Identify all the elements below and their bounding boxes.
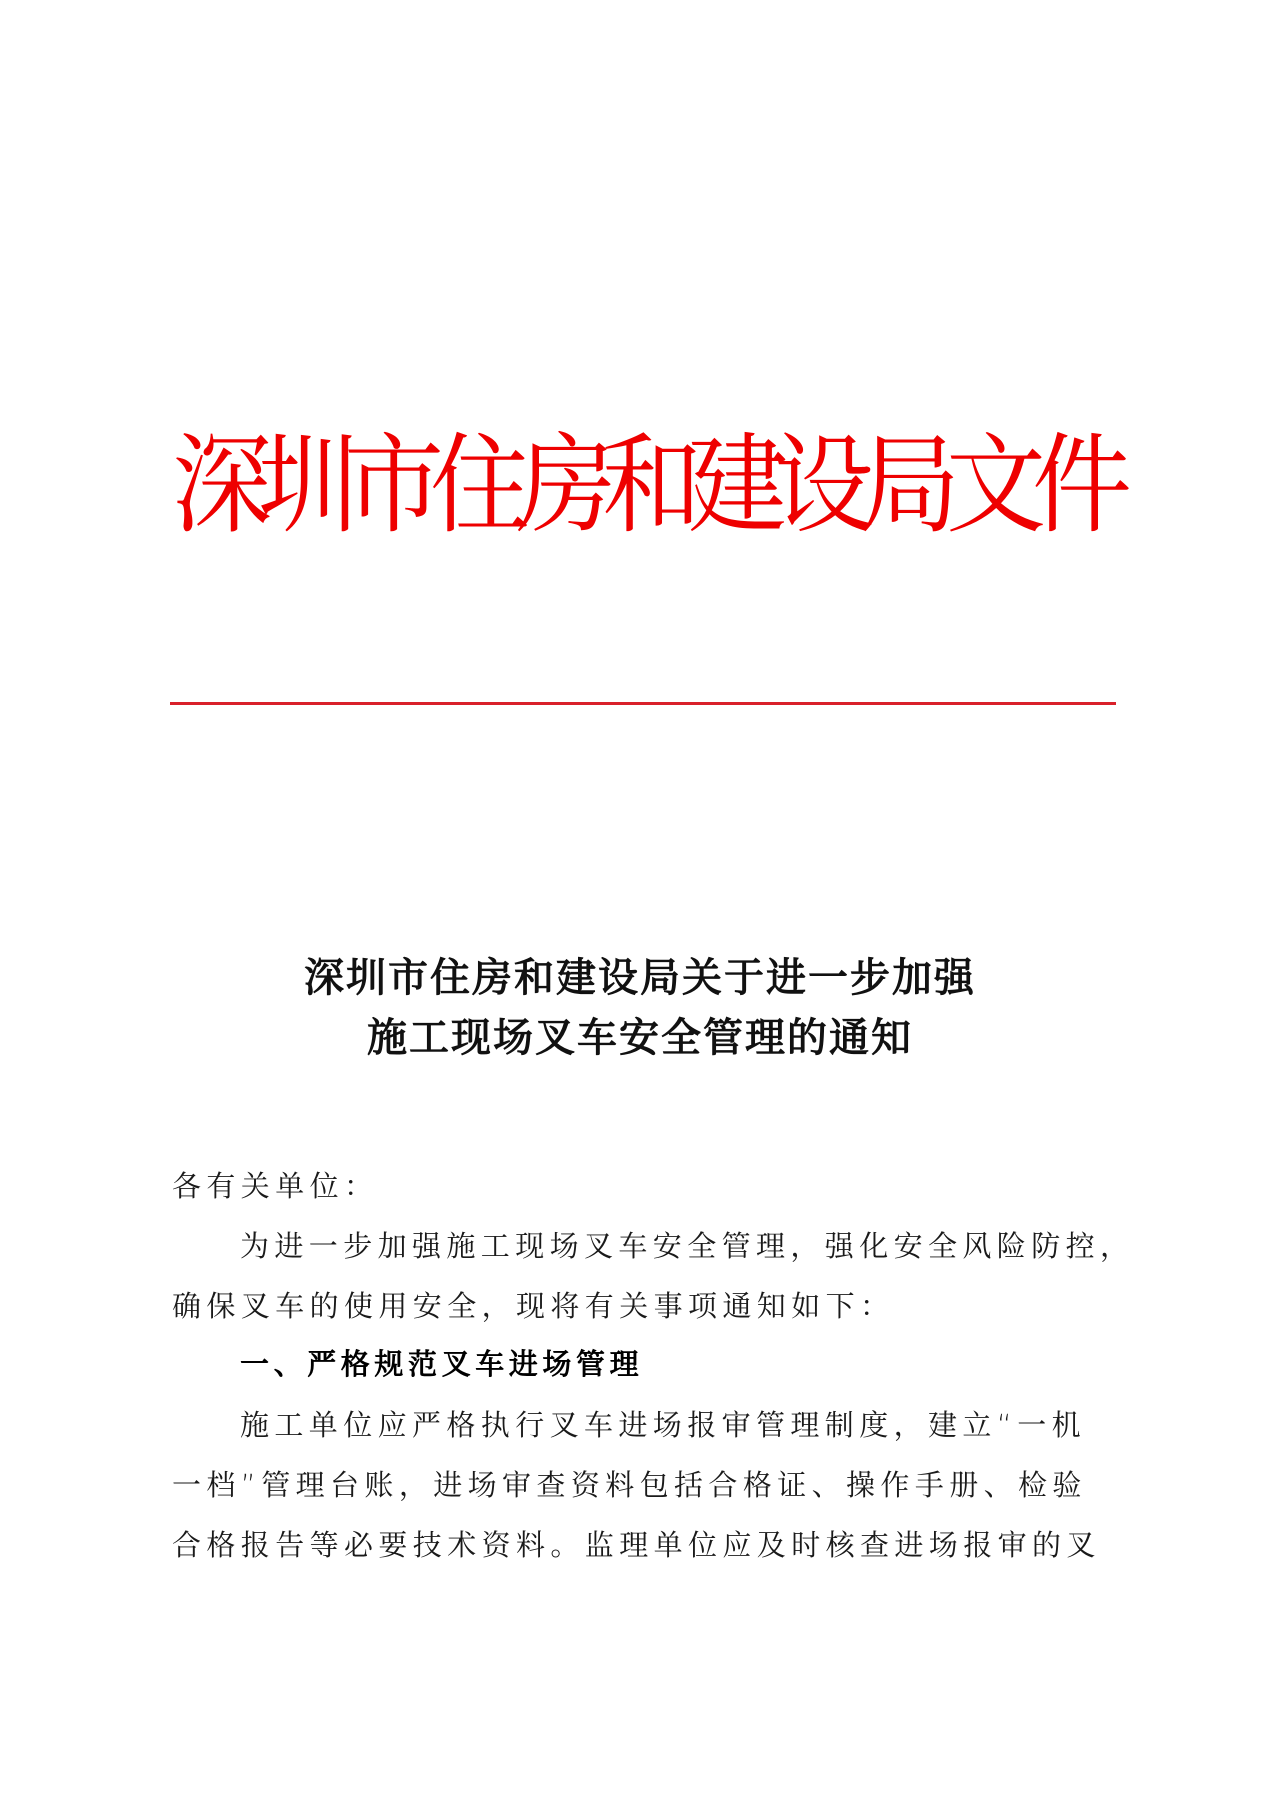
document-title-line-2: 施工现场叉车安全管理的通知 (367, 1014, 913, 1061)
section-heading-1: 一、严格规范叉车进场管理 (240, 1347, 644, 1381)
letterhead-title (172, 426, 1132, 547)
letterhead-char: 房 (516, 426, 616, 547)
letterhead-char: 局 (860, 426, 960, 547)
letterhead-char: 设 (774, 426, 874, 547)
letterhead-char: 市 (344, 426, 444, 547)
section-1-paragraph-line-3: 合格报告等必要技术资料。监理单位应及时核查进场报审的叉 (172, 1528, 1101, 1562)
letterhead-char: 文 (946, 426, 1046, 547)
letterhead-char: 建 (688, 426, 788, 547)
salutation: 各有关单位： (172, 1169, 379, 1203)
section-1-paragraph-line-2: 一档”管理台账，进场审查资料包括合格证、操作手册、检验 (172, 1468, 1087, 1502)
red-separator-line (170, 702, 1116, 705)
letterhead-char: 件 (1032, 426, 1132, 547)
letterhead-char: 圳 (258, 426, 358, 547)
letterhead-char: 和 (602, 426, 702, 547)
document-title-line-1: 深圳市住房和建设局关于进一步加强 (304, 954, 976, 1001)
intro-paragraph-line-2: 确保叉车的使用安全，现将有关事项通知如下： (172, 1289, 895, 1323)
letterhead-char: 深 (172, 426, 272, 547)
section-1-paragraph-line-1: 施工单位应严格执行叉车进场报审管理制度，建立“一机 (240, 1408, 1087, 1442)
intro-paragraph-line-1: 为进一步加强施工现场叉车安全管理，强化安全风险防控， (240, 1229, 1135, 1263)
letterhead-char: 住 (430, 426, 530, 547)
